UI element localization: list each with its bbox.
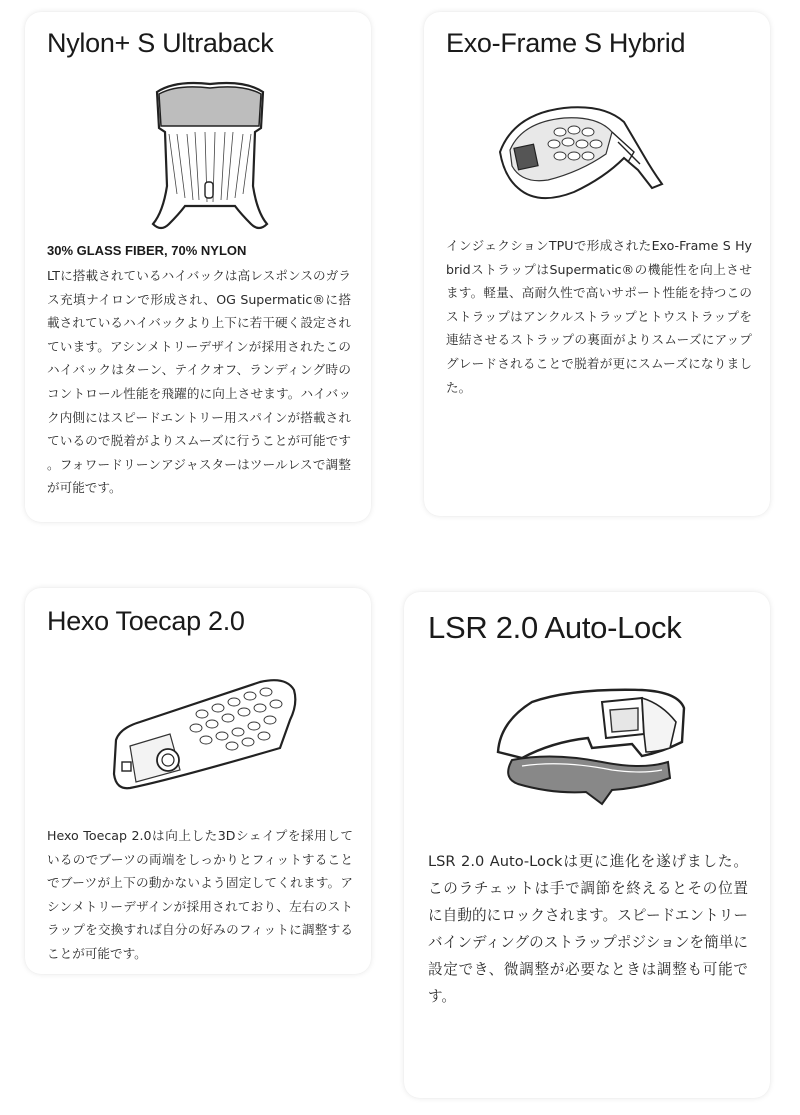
highback-icon — [145, 74, 275, 236]
card-title: Nylon+ S Ultraback — [47, 28, 274, 58]
toecap-icon — [110, 670, 300, 800]
feature-card-ultraback — [25, 12, 371, 522]
card-description: LSR 2.0 Auto-Lockは更に進化を遂げました。このラチェットは手で調節を終えるとその位置に自動的にロックされます。スピードエントリーバインディングのストラップポジションを簡単に設定でき、微調整が必要なときは調整も可能です。 — [428, 853, 748, 1005]
card-title: LSR 2.0 Auto-Lock — [428, 610, 682, 645]
card-description: Hexo Toecap 2.0は向上した3Dシェイプを採用しているのでブーツの両端をしっかりとフィットすることでブーツが上下の動かないよう固定してくれます。アシンメトリーデザインが採用されており、左右のストラップを交換すれば自分の好みのフィットに調整することが可能です。 — [47, 828, 353, 961]
strap-icon — [494, 92, 664, 212]
feature-card-exoframe — [424, 12, 770, 516]
feature-card-autolock — [404, 592, 770, 1098]
card-description: インジェクションTPUで形成されたExo-Frame S HybridストラップはSupermatic®の機能性を向上させます。軽量、高耐久性で高いサポート性能を持つこのストラップはアンクルストラップとトウストラップを連結させるストラップの裏面がよりスムーズにアップグレードされることで脱着が更にスムーズになりました。 — [446, 238, 752, 395]
material-subtitle: 30% GLASS FIBER, 70% NYLON — [47, 243, 247, 258]
card-title: Hexo Toecap 2.0 — [47, 606, 245, 636]
card-description: LTに搭載されているハイバックは高レスポンスのガラス充填ナイロンで形成され、OG Supermatic®に搭載されているハイバックより上下に若干硬く設定されています。アシンメトリーデザインが採用されたこのハイバックはターン、テイクオフ、ランディング時のコントロール性能を飛躍的に向上させます。ハイバック内側にはスピードエントリー用スパインが搭載されているので脱着がよりスムーズに行うことが可能です。フォワードリーンアジャスターはツールレスで調整が可能です。 — [47, 268, 351, 496]
ratchet-icon — [492, 682, 692, 812]
feature-card-toecap — [25, 588, 371, 974]
card-title: Exo-Frame S Hybrid — [446, 28, 686, 58]
